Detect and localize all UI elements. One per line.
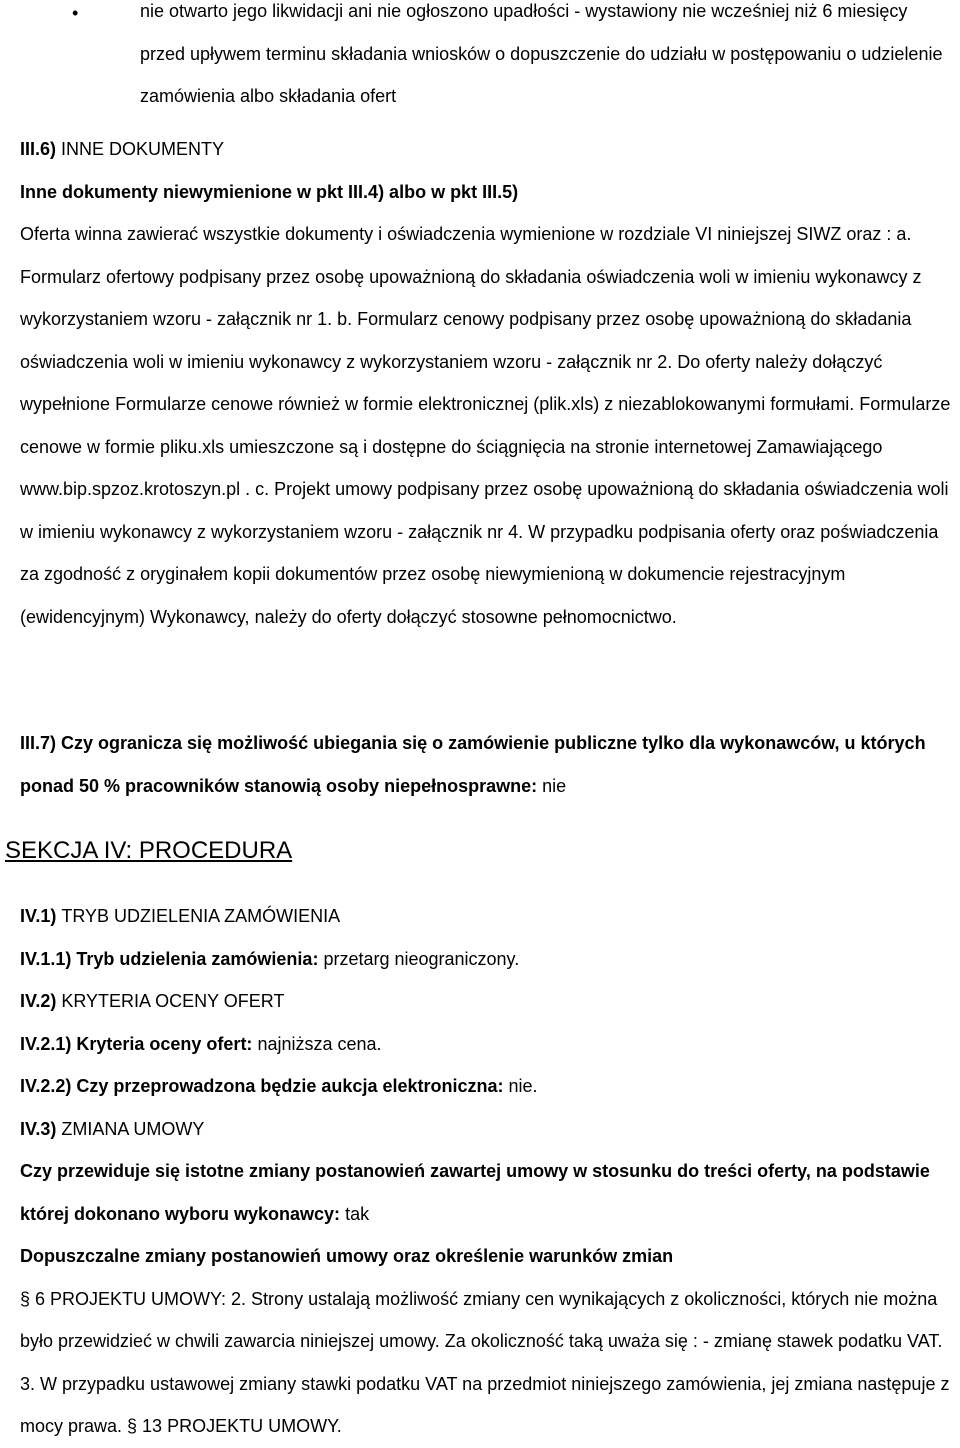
section-iii7 — [20, 722, 955, 807]
iv1-heading: IV.1) TRYB UDZIELENIA ZAMÓWIENIA — [20, 906, 341, 926]
iv3-heading: IV.3) ZMIANA UMOWY — [20, 1118, 205, 1139]
iv21-line: IV.2.1) Kryteria oceny ofert: najniższa cena. — [20, 1033, 382, 1054]
section-iv-list — [20, 895, 955, 1448]
section-iv-title: SEKCJA IV: PROCEDURA — [5, 837, 293, 864]
iv22-line: IV.2.2) Czy przeprowadzona będzie aukcja elektroniczna: nie. — [20, 1076, 538, 1096]
section-iii7-question: III.7) Czy ogranicza się możliwość ubiegania się o zamówienie publiczne tylko dla wykonawców, u których ponad 50 % pracowników stanowią osoby niepełnosprawne: — [20, 733, 926, 796]
iv3-question: Czy przewiduje się istotne zmiany postanowień zawartej umowy w stosunku do treści oferty, na podstawie której dokonano wyboru wykonawcy: tak — [20, 1161, 930, 1224]
section-iii6-heading: III.6) INNE DOKUMENTY — [20, 139, 225, 159]
bullet-icon: • — [72, 3, 79, 23]
section-iii7-answer: nie — [537, 775, 567, 796]
bullet-text: nie otwarto jego likwidacji ani nie ogłoszono upadłości - wystawiony nie wcześniej niż 6 miesięcy przed upływem terminu składania wniosków o dopuszczenie do udziału w postępowaniu o udzielenie zamówienia albo składania ofert — [140, 1, 943, 106]
iv2-heading: IV.2) KRYTERIA OCENY OFERT — [20, 991, 285, 1011]
iv3-changes-text: § 6 PROJEKTU UMOWY: 2. Strony ustalają możliwość zmiany cen wynikających z okoliczności, których nie można było przewidzieć w chwili zawarcia niniejszej umowy. Za okoliczność taką uważa się : - zmianę stawek podatku VAT. 3. W przypadku ustawowej zmiany stawki podatku VAT na przedmiot niniejszego zamówienia, jej zmiana następuje z mocy prawa. § 13 PROJEKTU UMOWY. — [20, 1288, 950, 1436]
iv11-line: IV.1.1) Tryb udzielenia zamówienia: przetarg nieograniczony. — [20, 948, 520, 969]
iv3-changes-heading: Dopuszczalne zmiany postanowień umowy oraz określenie warunków zmian — [20, 1246, 674, 1266]
section-iii6-subheading: Inne dokumenty niewymienione w pkt III.4) albo w pkt III.5) — [20, 182, 519, 202]
section-iii6-body: Oferta winna zawierać wszystkie dokumenty i oświadczenia wymienione w rozdziale VI niniejszej SIWZ oraz : a. Formularz ofertowy podpisany przez osobę upoważnioną do składania oświadczenia woli w imieniu wykonawcy z wykorzystaniem wzoru - załącznik nr 1. b. Formularz cenowy podpisany przez osobę upoważnioną do składania oświadczenia woli w imieniu wykonawcy z wykorzystaniem wzoru - załącznik nr 2. Do oferty należy dołączyć wypełnione Formularze cenowe również w formie elektronicznej (plik.xls) z niezablokowanymi formułami. Formularze cenowe w formie pliku.xls umieszczone są i dostępne do ściągnięcia na stronie internetowej Zamawiającego www.bip.spzoz.krotoszyn.pl . c. Projekt umowy podpisany przez osobę upoważnioną do składania oświadczenia woli w imieniu wykonawcy z wykorzystaniem wzoru - załącznik nr 4. W przypadku podpisania oferty oraz poświadczenia za zgodność z oryginałem kopii dokumentów przez osobę niewymienioną w dokumencie rejestracyjnym (ewidencyjnym) Wykonawcy, należy do oferty dołączyć stosowne pełnomocnictwo. — [20, 224, 951, 627]
